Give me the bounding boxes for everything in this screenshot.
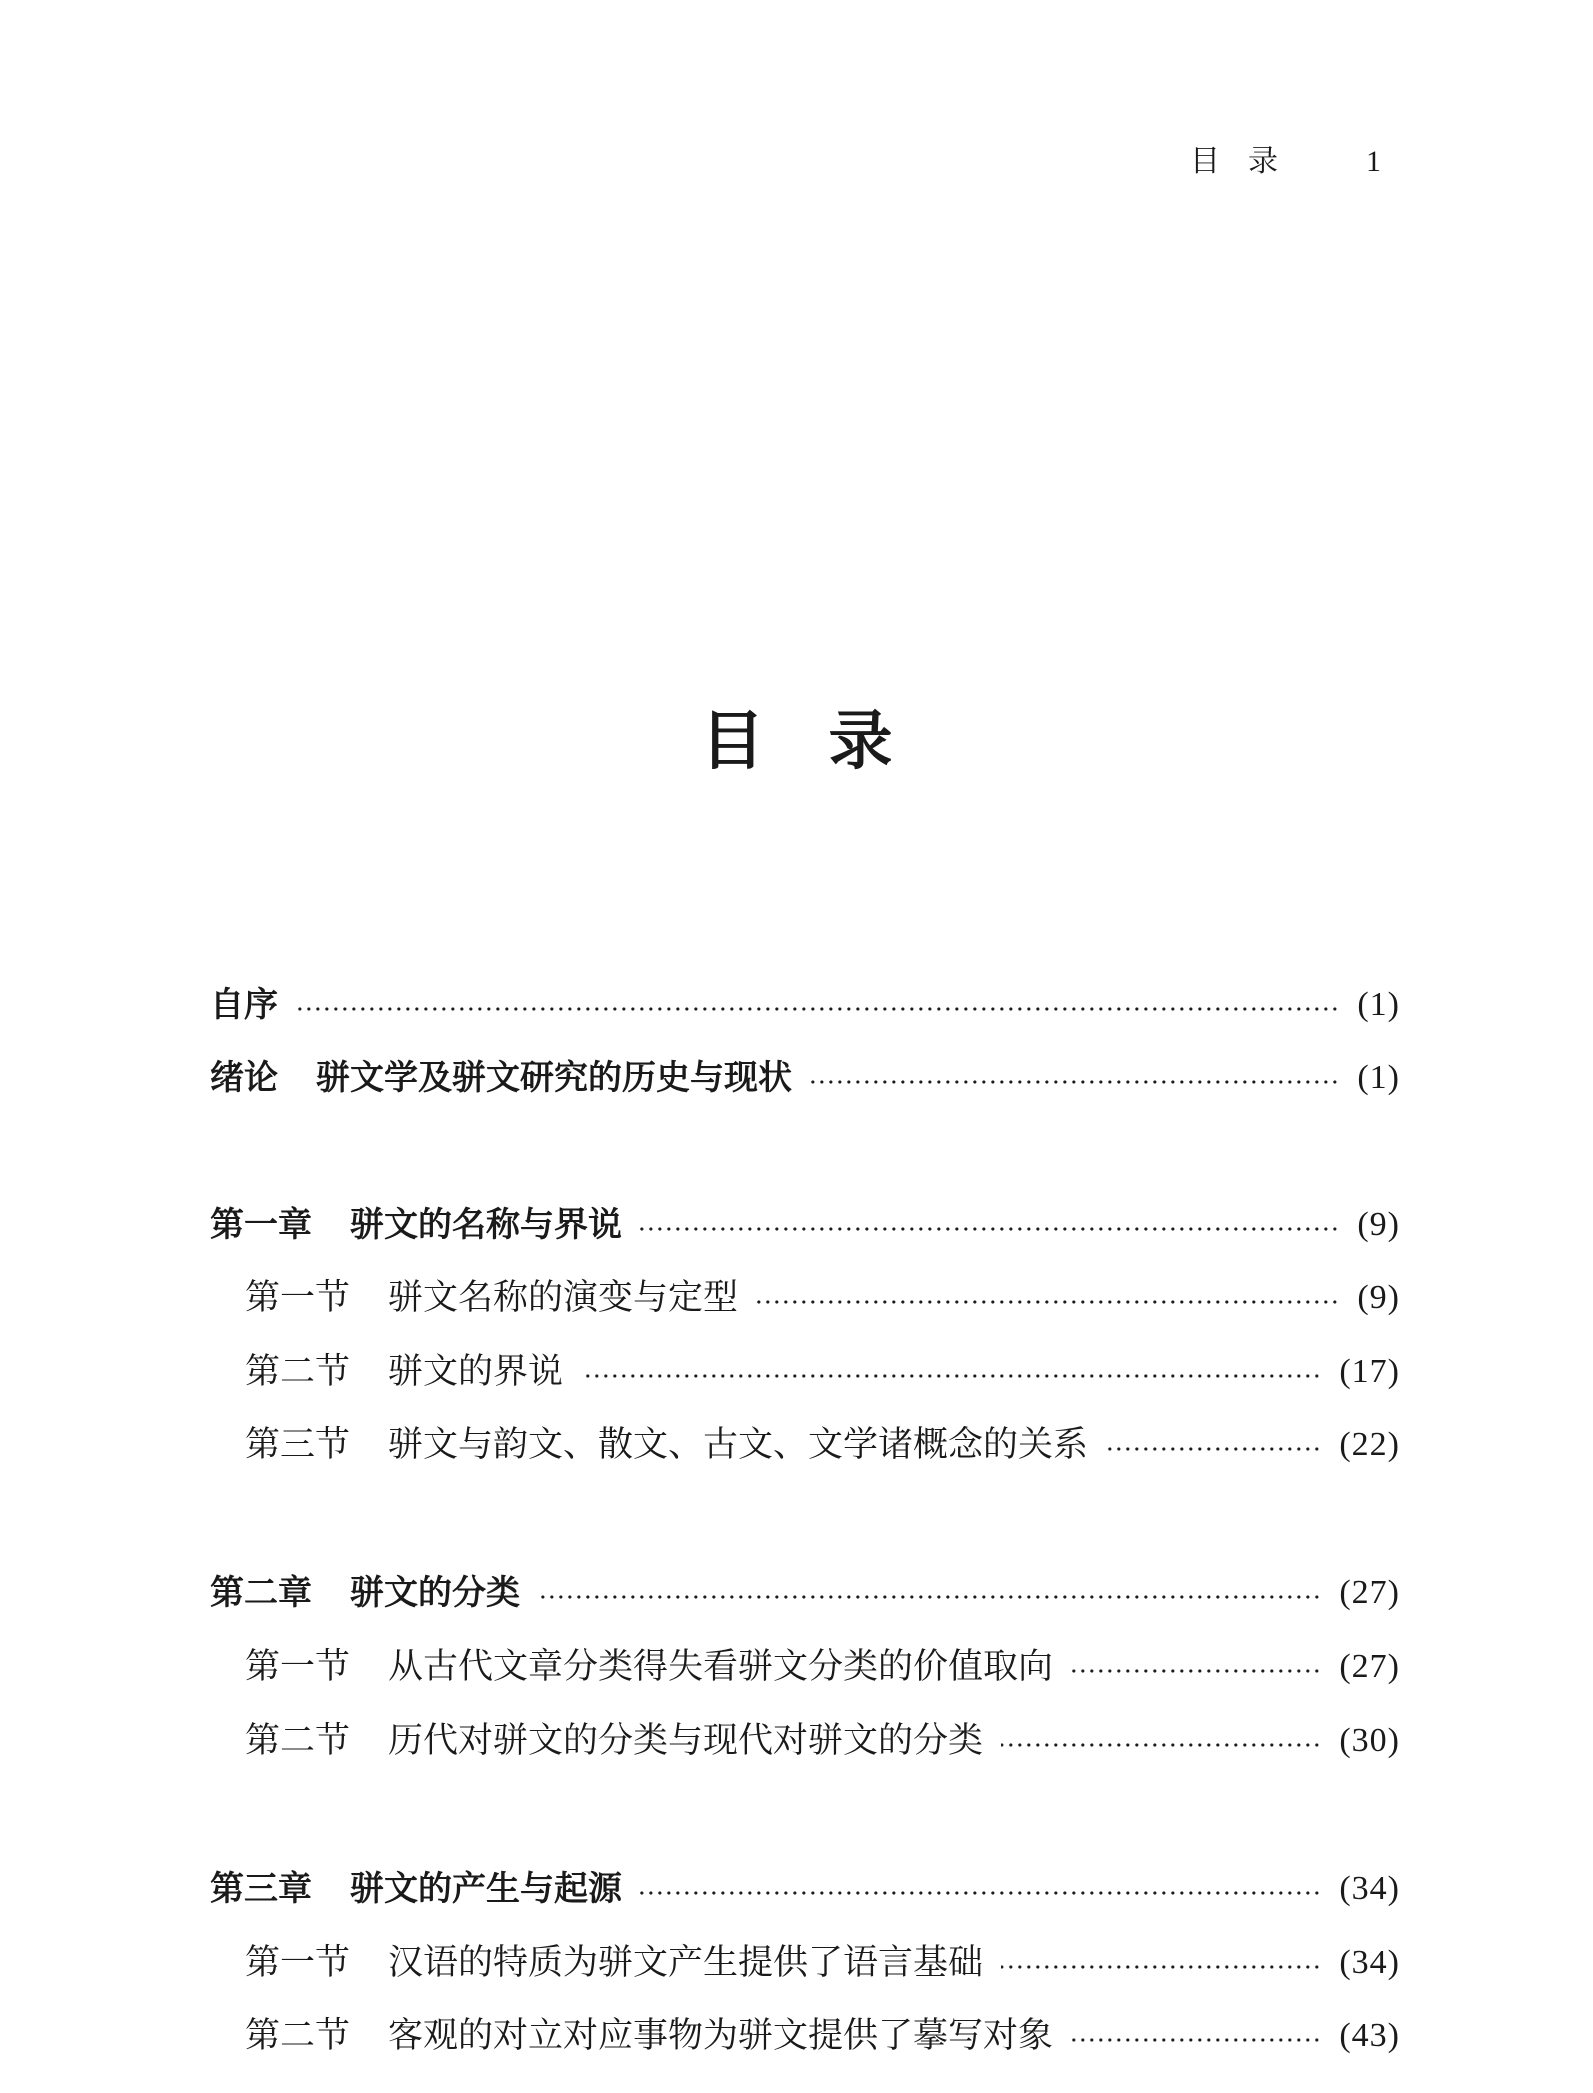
running-head-title: 目录 [1190, 144, 1306, 179]
running-head-page-number: 1 [1366, 145, 1381, 178]
toc-entry-page: (9) [1357, 1206, 1400, 1243]
toc-section-2-2[interactable] [245, 1716, 1400, 1766]
toc-chapter-1[interactable] [210, 1200, 1400, 1250]
toc-entry-page: (9) [1357, 1279, 1400, 1316]
toc-chapter-2[interactable] [210, 1568, 1400, 1618]
toc-entry-text: 骈文的名称与界说 [350, 1205, 622, 1245]
toc-entry-page: (17) [1339, 1353, 1400, 1390]
toc-chapter-3[interactable] [210, 1864, 1400, 1914]
toc-entry-title [245, 1420, 1088, 1470]
toc-entry-text: 骈文的产生与起源 [350, 1869, 622, 1909]
dot-leader [538, 1595, 1321, 1599]
toc-section-1-3[interactable] [245, 1420, 1400, 1470]
toc-entry-page: (34) [1339, 1944, 1400, 1981]
dot-leader [640, 1891, 1321, 1895]
toc-entry-page: (34) [1339, 1870, 1400, 1907]
dot-leader [581, 1374, 1321, 1378]
toc-entry-title [245, 1642, 1053, 1692]
dot-leader [756, 1300, 1339, 1304]
toc-entry-page: (22) [1339, 1426, 1400, 1463]
toc-entry-page: (1) [1357, 986, 1400, 1023]
toc-entry-text: 骈文的界说 [388, 1352, 564, 1392]
toc-entry-text: 从古代文章分类得失看骈文分类的价值取向 [388, 1647, 1054, 1687]
toc-entry-number: 第三章 [210, 1869, 312, 1909]
toc-section-2-1[interactable] [245, 1642, 1400, 1692]
toc-entry-text: 历代对骈文的分类与现代对骈文的分类 [388, 1721, 984, 1761]
dot-leader [1001, 1743, 1321, 1747]
dot-leader [1106, 1447, 1321, 1451]
toc-entry-number: 绪论 [210, 1058, 278, 1098]
toc-entry-text: 骈文学及骈文研究的历史与现状 [316, 1058, 792, 1098]
toc-entry-text: 骈文的分类 [350, 1573, 520, 1613]
toc-entry-text: 客观的对立对应事物为骈文提供了摹写对象 [388, 2016, 1054, 2056]
toc-entry-title [245, 1938, 983, 1988]
toc-section-1-2[interactable] [245, 1347, 1400, 1397]
dot-leader [1071, 2038, 1321, 2042]
toc-entry-title [245, 1273, 738, 1323]
toc-entry-title [210, 1053, 792, 1103]
toc-entry-introduction[interactable] [210, 1053, 1400, 1103]
toc-section-3-1[interactable] [245, 1938, 1400, 1988]
toc-entry-title [210, 1864, 622, 1914]
toc-entry-number: 第二节 [245, 2016, 351, 2056]
toc-entry-number: 第一节 [245, 1943, 351, 1983]
toc-entry-preface[interactable] [210, 980, 1400, 1030]
toc-entry-page: (27) [1339, 1648, 1400, 1685]
dot-leader [1001, 1965, 1321, 1969]
toc-entry-number: 第一节 [245, 1278, 351, 1318]
toc-section-1-1[interactable] [245, 1273, 1400, 1323]
toc-entry-title [245, 2011, 1053, 2061]
toc-entry-page: (43) [1339, 2017, 1400, 2054]
toc-entry-title [245, 1716, 983, 1766]
toc-entry-title [210, 1200, 622, 1250]
toc-entry-number: 第二节 [245, 1352, 351, 1392]
toc-entry-number: 第一节 [245, 1647, 351, 1687]
toc-entry-number: 第三节 [245, 1425, 351, 1465]
toc-entry-page: (27) [1339, 1574, 1400, 1611]
toc-entry-number: 第一章 [210, 1205, 312, 1245]
toc-entry-text: 汉语的特质为骈文产生提供了语言基础 [388, 1943, 984, 1983]
toc-entry-text: 骈文与韵文、散文、古文、文学诸概念的关系 [388, 1425, 1089, 1465]
dot-leader [640, 1227, 1339, 1231]
toc-entry-title [210, 1568, 520, 1618]
dot-leader [810, 1080, 1339, 1084]
toc-entry-number: 第二节 [245, 1721, 351, 1761]
toc-section-3-2[interactable] [245, 2011, 1400, 2061]
toc-entry-title: 自序 [210, 985, 278, 1025]
dot-leader [1071, 1669, 1321, 1673]
toc-entry-title [245, 1347, 563, 1397]
toc-entry-page: (30) [1339, 1722, 1400, 1759]
toc-entry-page: (1) [1357, 1059, 1400, 1096]
toc-entry-text: 骈文名称的演变与定型 [388, 1278, 739, 1318]
dot-leader [296, 1007, 1339, 1011]
toc-entry-number: 第二章 [210, 1573, 312, 1613]
page-title: 目录 [700, 704, 957, 779]
